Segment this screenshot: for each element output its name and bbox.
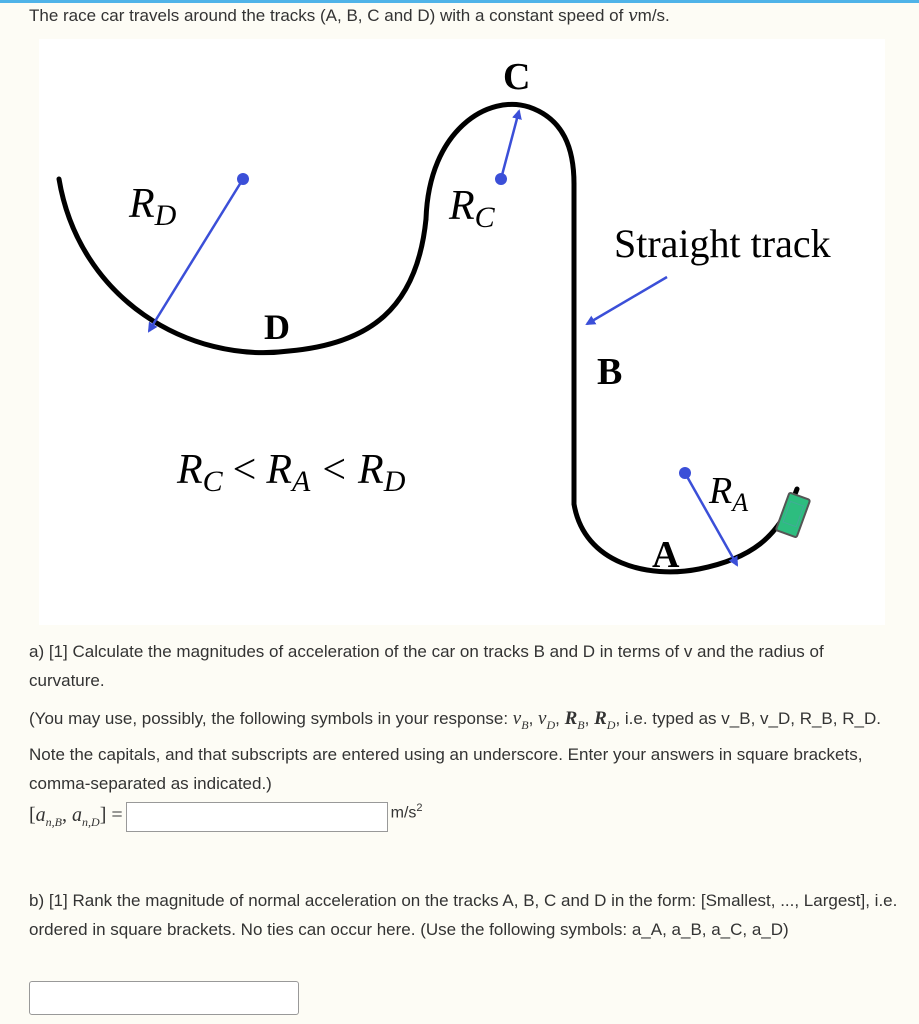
answer-b-input[interactable] <box>29 981 299 1015</box>
rel-ra: R <box>266 447 293 493</box>
answer-a-label: [$a_{n,B}$, $a_{n,D}$] = <box>29 804 123 829</box>
part-a-answer-row <box>29 800 423 834</box>
intro-prefix: The race car travels around the tracks (A, B, C and D) with a constant speed of <box>29 6 629 25</box>
radius-d-center <box>237 173 249 185</box>
label-track-a: A <box>652 534 680 576</box>
label-track-c: C <box>503 56 531 98</box>
sym-sep-2: , <box>555 709 565 728</box>
intro-text <box>29 6 670 26</box>
answer-a-unit: $m/s^2$ <box>390 801 423 822</box>
rel-lt1: < <box>232 447 257 493</box>
label-radius-a-main: R <box>709 470 733 512</box>
sym-vb: $v_B$ <box>512 708 529 732</box>
radius-c-arrow <box>501 111 519 179</box>
race-car <box>776 492 810 537</box>
label-radius-a-sub: A <box>732 488 749 517</box>
track-d-curve <box>59 179 426 353</box>
rel-lt2: < <box>322 447 347 493</box>
sym-sep-3: , <box>584 709 595 728</box>
speed-variable: v <box>628 6 638 26</box>
rel-rd: R <box>358 447 384 493</box>
label-track-d: D <box>264 307 290 347</box>
sym-vd: $v_D$ <box>538 708 556 732</box>
label-radius-c <box>448 183 496 234</box>
part-a-question: a) [1] Calculate the magnitudes of acceleration of the car on tracks B and D in terms of v and the radius of curvature. <box>29 642 824 690</box>
sym-rb: $R_B$ <box>564 708 585 732</box>
radius-a-center <box>679 467 691 479</box>
track-figure <box>39 39 885 625</box>
radius-relation <box>176 447 406 498</box>
rel-rc: R <box>177 447 203 493</box>
track-diagram <box>39 39 885 625</box>
part-b-question: b) [1] Rank the magnitude of normal acceleration on the tracks A, B, C and D in the form: [Smallest, ..., Largest], i.e. ordered in square brackets. No ties can occur here. (Use the following symbols: a_A, a_B, a_C, a_D) <box>29 891 898 939</box>
label-radius-d-sub: D <box>154 199 177 232</box>
straight-track-pointer <box>587 277 667 324</box>
label-radius-d <box>128 181 177 232</box>
label-straight-track: Straight track <box>614 221 831 266</box>
label-radius-a <box>708 470 748 517</box>
label-track-b: B <box>597 351 623 393</box>
rel-rd-sub: D <box>383 465 406 498</box>
intro-suffix: m/s. <box>637 6 670 25</box>
rel-ra-sub: A <box>292 465 311 498</box>
sym-sep-1: , <box>528 709 539 728</box>
part-a-hint <box>29 704 899 798</box>
radius-c-center <box>495 173 507 185</box>
sym-rd: $R_D$ <box>594 708 616 732</box>
hint-rest: , i.e. typed as v_B, v_D, R_B, R_D. Note the capitals, and that subscripts are entered using an underscore. Enter your answers in square brackets, comma-separated as indicated.) <box>29 709 881 793</box>
label-radius-c-main: R <box>449 183 475 229</box>
top-border <box>0 0 919 3</box>
track-a-curve <box>574 489 797 572</box>
hint-prefix: (You may use, possibly, the following symbols in your response: <box>29 709 513 728</box>
rel-rc-sub: C <box>202 465 223 498</box>
label-radius-d-main: R <box>129 181 155 227</box>
answer-a-input[interactable] <box>126 802 388 832</box>
label-radius-c-sub: C <box>474 201 495 234</box>
